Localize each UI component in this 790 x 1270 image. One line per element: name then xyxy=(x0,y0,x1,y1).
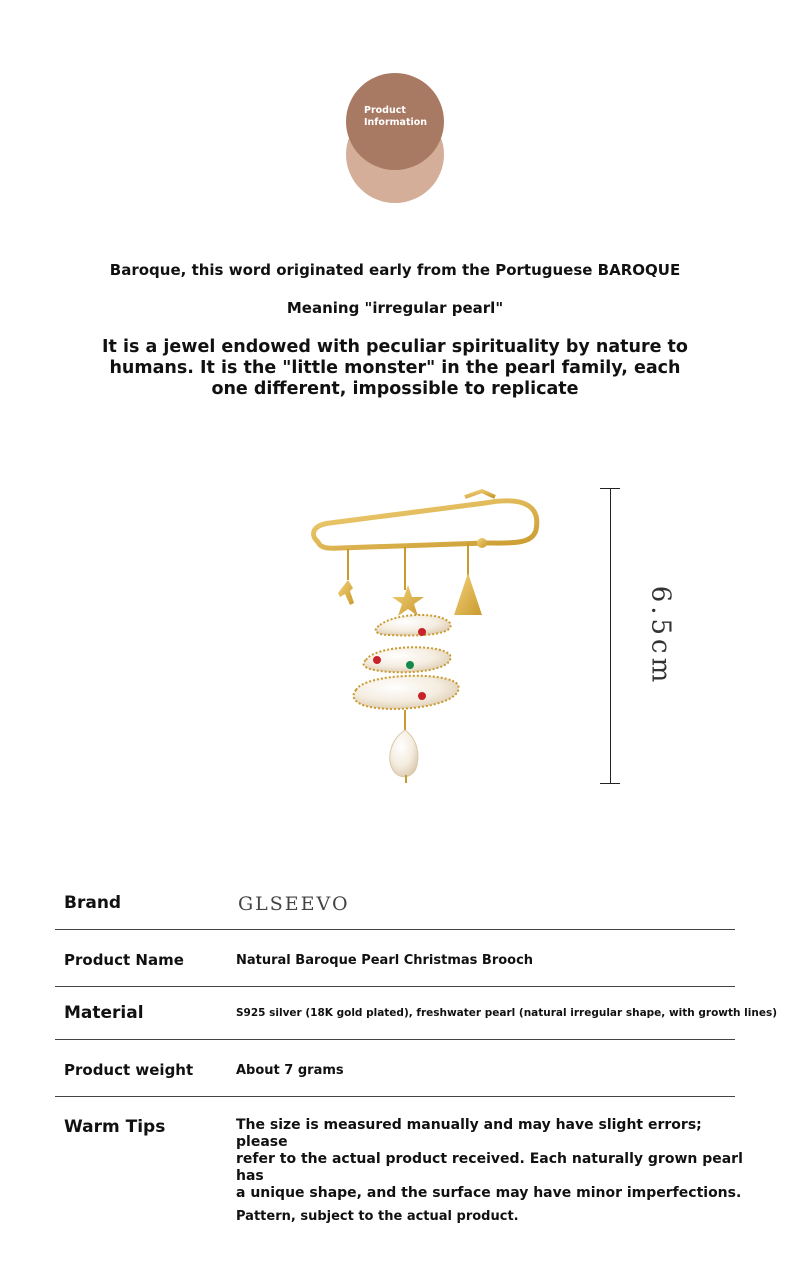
material-label: Material xyxy=(64,1003,144,1023)
weight-label: Product weight xyxy=(64,1061,194,1079)
divider xyxy=(55,1096,735,1097)
product-name-label: Product Name xyxy=(64,951,184,969)
warm-tips-line-2: refer to the actual product received. Each naturally grown pearl has xyxy=(236,1151,743,1184)
product-info-badge xyxy=(346,73,444,203)
badge-text: Product Information xyxy=(364,105,428,128)
brand-label: Brand xyxy=(64,893,122,913)
intro-line-2: Meaning "irregular pearl" xyxy=(286,299,504,317)
intro-line-1: Baroque, this word originated early from the Portuguese BAROQUE xyxy=(109,261,681,279)
warm-tips-line-1: The size is measured manually and may have slight errors; please xyxy=(236,1117,702,1150)
size-measurement-indicator xyxy=(598,488,676,786)
product-name-value: Natural Baroque Pearl Christmas Brooch xyxy=(236,953,534,968)
warm-tips-line-3: a unique shape, and the surface may have minor imperfections. xyxy=(236,1185,742,1201)
intro-paragraph xyxy=(0,337,790,400)
intro-line-3a: It is a jewel endowed with peculiar spirituality by nature to xyxy=(102,337,688,357)
brand-value: GLSEEVO xyxy=(238,893,350,915)
intro-line-3b: humans. It is the "little monster" in the pearl family, each xyxy=(109,358,681,378)
measure-top-tick xyxy=(600,488,620,489)
divider xyxy=(55,986,735,987)
material-value: S925 silver (18K gold plated), freshwater pearl (natural irregular shape, with growth lines) xyxy=(236,1007,777,1019)
measure-bottom-tick xyxy=(600,783,620,784)
warm-tips-label: Warm Tips xyxy=(64,1117,166,1137)
divider xyxy=(55,1039,735,1040)
brooch-product-image xyxy=(300,485,550,790)
measure-line xyxy=(610,488,611,784)
measure-label: 6.5cm xyxy=(645,585,676,687)
weight-value: About 7 grams xyxy=(236,1063,344,1078)
warm-tips-value xyxy=(236,1117,756,1225)
intro-line-3c: one different, impossible to replicate xyxy=(211,379,579,399)
warm-tips-line-4: Pattern, subject to the actual product. xyxy=(236,1209,519,1224)
divider xyxy=(55,929,735,930)
